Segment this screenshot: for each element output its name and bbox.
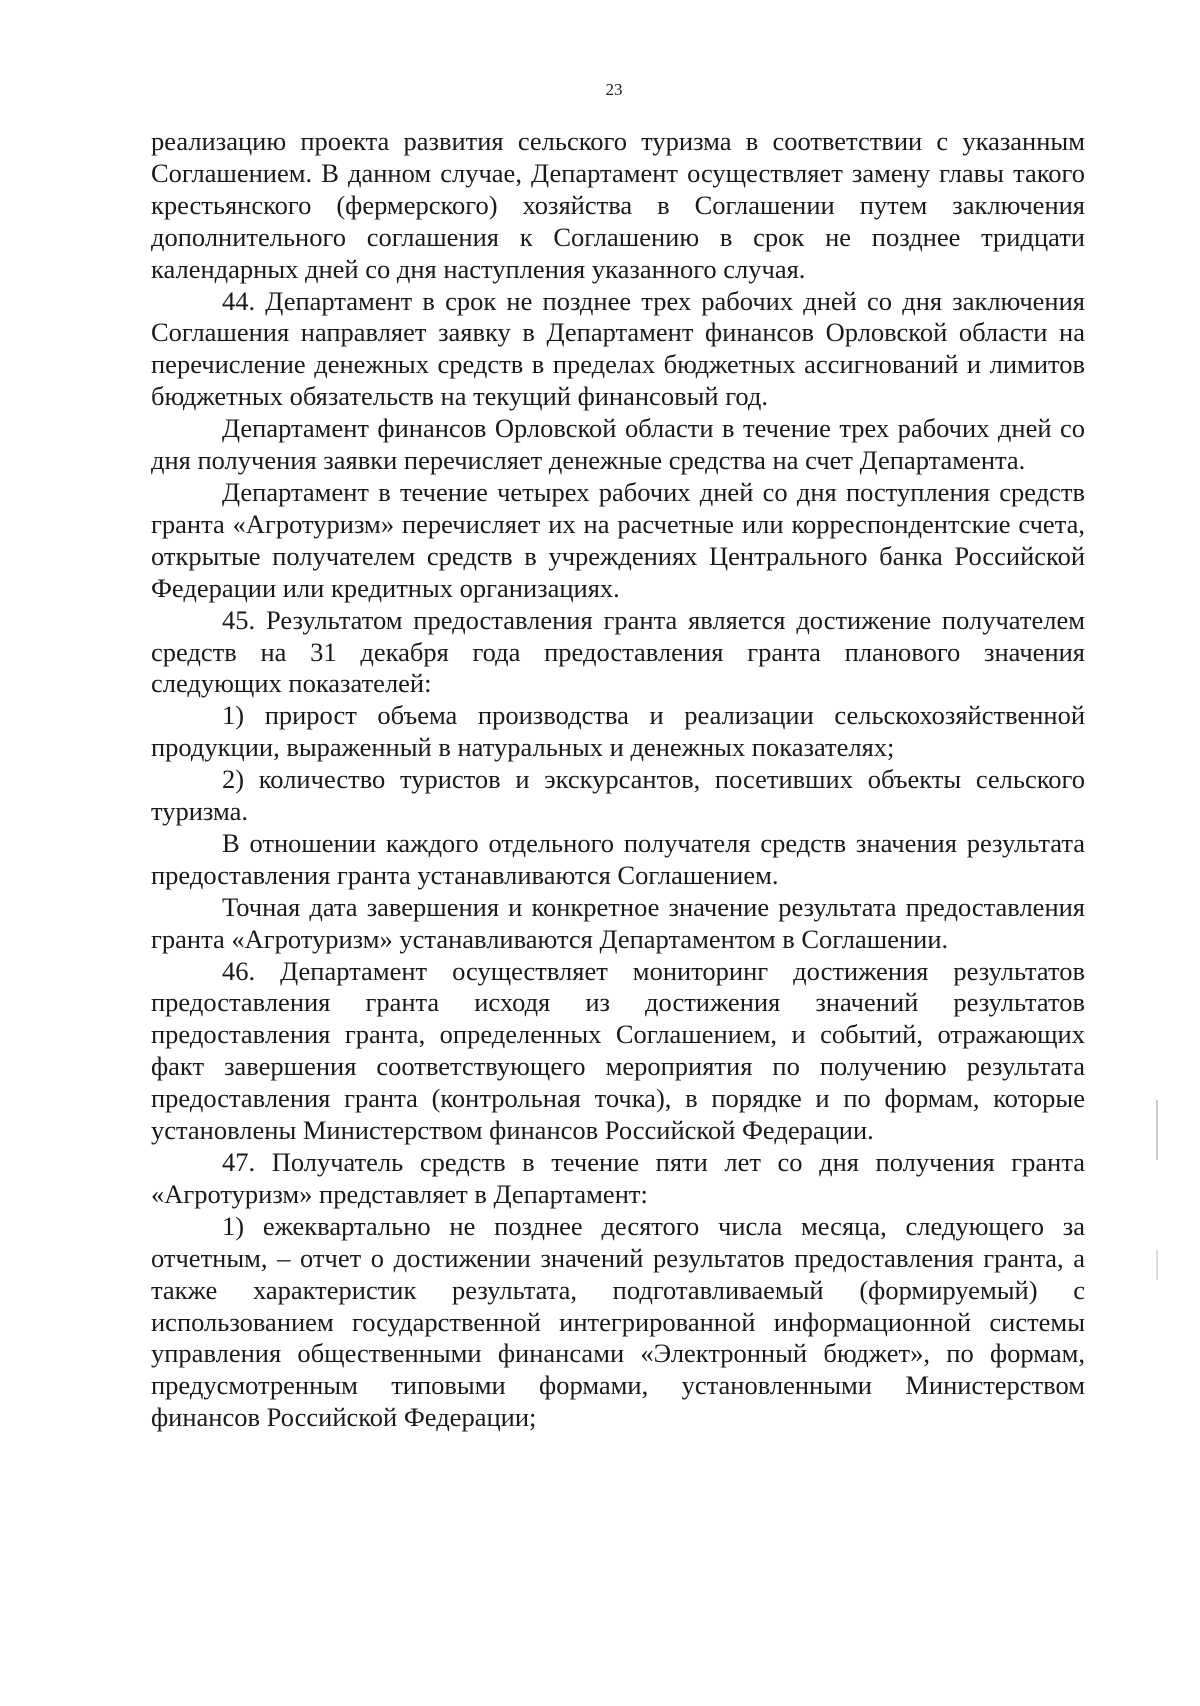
scan-artifact-mark [1156, 1100, 1158, 1160]
document-body [151, 126, 1085, 1434]
list-item-quarterly-report: 1) ежеквартально не позднее десятого числа месяца, следующего за отчетным, – отчет о достижении значений результатов предоставления гранта, а также характеристик результата, подготавливаемый (формируемый) с использованием государственной интегрированной информационной системы управления общественными финансами «Электронный бюджет», по формам, предусмотренным типовыми формами, установленными Министерством финансов Российской Федерации; [151, 1210, 1085, 1433]
list-item-indicator-1: 1) прирост объема производства и реализации сельскохозяйственной продукции, выраженный в натуральных и денежных показателях; [151, 700, 1085, 763]
paragraph-item-45: 45. Результатом предоставления гранта является достижение получателем средств на 31 декабря года предоставления гранта планового значения следующих показателей: [151, 604, 1085, 699]
scan-artifact-mark [1156, 1250, 1158, 1280]
paragraph-finance-transfer: Департамент финансов Орловской области в течение трех рабочих дней со дня получения заявки перечисляет денежные средства на счет Департамента. [151, 413, 1085, 476]
paragraph-item-47: 47. Получатель средств в течение пяти лет со дня получения гранта «Агротуризм» представляет в Департамент: [151, 1147, 1085, 1209]
paragraph-item-44: 44. Департамент в срок не позднее трех рабочих дней со дня заключения Соглашения направляет заявку в Департамент финансов Орловской области на перечисление денежных средств в пределах бюджетных ассигнований и лимитов бюджетных обязательств на текущий финансовый год. [151, 285, 1085, 412]
paragraph-completion-date: Точная дата завершения и конкретное значение результата предоставления гранта «Агротуризм» устанавливаются Департаментом в Соглашении. [151, 891, 1085, 954]
paragraph-result-values: В отношении каждого отдельного получателя средств значения результата предоставления гранта устанавливаются Соглашением. [151, 827, 1085, 890]
list-item-indicator-2: 2) количество туристов и экскурсантов, посетивших объекты сельского туризма. [151, 764, 1085, 827]
paragraph-item-46: 46. Департамент осуществляет мониторинг достижения результатов предоставления гранта исходя из достижения значений результатов предоставления гранта, определенных Соглашением, и событий, отражающих факт завершения соответствующего мероприятия по получению результата предоставления гранта (контрольная точка), в порядке и по формам, которые установлены Министерством финансов Российской Федерации. [151, 955, 1085, 1146]
paragraph-continuation: реализацию проекта развития сельского туризма в соответствии с указанным Соглашением. В данном случае, Департамент осуществляет замену главы такого крестьянского (фермерского) хозяйства в Соглашении путем заключения дополнительного соглашения к Соглашению в срок не позднее тридцати календарных дней со дня наступления указанного случая. [151, 126, 1085, 284]
page-number: 23 [605, 80, 623, 99]
paragraph-grant-transfer: Департамент в течение четырех рабочих дней со дня поступления средств гранта «Агротуризм» перечисляет их на расчетные или корреспондентские счета, открытые получателем средств в учреждениях Центрального банка Российской Федерации или кредитных организациях. [151, 476, 1085, 603]
